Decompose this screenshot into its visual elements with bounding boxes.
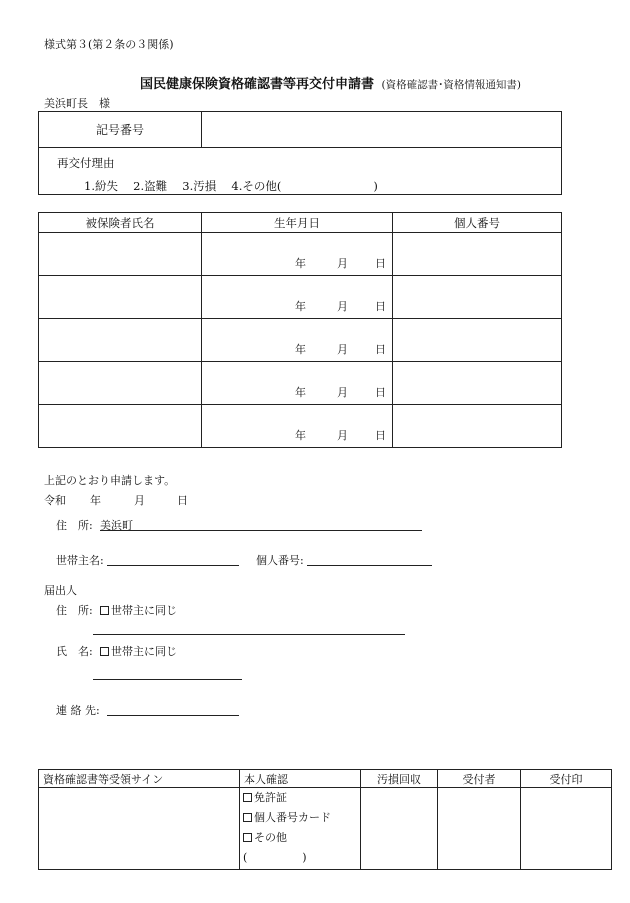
id-option-my-number-card[interactable] <box>243 808 360 828</box>
month-label: 月 <box>337 257 348 270</box>
checkbox-icon[interactable] <box>100 606 109 615</box>
symbol-number-label: 記号番号 <box>39 112 202 148</box>
month-label: 月 <box>337 300 348 313</box>
header-reception-stamp: 受付印 <box>521 770 612 788</box>
birth-date-cell[interactable] <box>202 362 393 405</box>
day-label: 日 <box>375 343 386 356</box>
same-as-householder-label: 世帯主に同じ <box>111 604 177 617</box>
birth-date-cell[interactable] <box>202 233 393 276</box>
householder-name-line[interactable] <box>107 565 239 566</box>
year-label: 年 <box>295 300 306 313</box>
year-label: 年 <box>90 494 101 507</box>
checkbox-icon[interactable] <box>243 833 252 842</box>
checkbox-icon[interactable] <box>100 647 109 656</box>
header-identity-check: 本人確認 <box>240 770 361 788</box>
reception-table <box>38 769 612 870</box>
year-label: 年 <box>295 257 306 270</box>
header-receipt-sign: 資格確認書等受領サイン <box>39 770 240 788</box>
day-label: 日 <box>375 429 386 442</box>
form-number: 様式第３(第２条の３関係) <box>44 38 174 51</box>
header-birth-date: 生年月日 <box>202 213 393 233</box>
notifier-name-line[interactable] <box>93 679 242 680</box>
header-individual-number: 個人番号 <box>393 213 562 233</box>
id-option-label: その他 <box>254 831 287 844</box>
individual-number-cell[interactable] <box>393 405 562 448</box>
insured-name-cell[interactable] <box>39 405 202 448</box>
same-as-householder-label: 世帯主に同じ <box>111 645 177 658</box>
header-insured-name: 被保険者氏名 <box>39 213 202 233</box>
householder-name-label: 世帯主名: <box>56 554 104 567</box>
insured-name-cell[interactable] <box>39 319 202 362</box>
notifier-label: 届出人 <box>44 584 77 597</box>
id-option-label: 個人番号カード <box>254 811 331 824</box>
month-label: 月 <box>134 494 145 507</box>
householder-number-line[interactable] <box>307 565 432 566</box>
year-label: 年 <box>295 343 306 356</box>
reissue-info-box <box>38 111 562 195</box>
id-option-other[interactable] <box>243 828 360 848</box>
day-label: 日 <box>375 300 386 313</box>
title-sub: (資格確認書･資格情報通知書) <box>381 79 521 91</box>
era-label: 令和 <box>44 494 66 507</box>
day-label: 日 <box>375 386 386 399</box>
birth-date-cell[interactable] <box>202 276 393 319</box>
table-row <box>39 319 562 362</box>
header-receiver: 受付者 <box>438 770 521 788</box>
reception-stamp-cell[interactable] <box>521 788 612 870</box>
day-label: 日 <box>177 494 188 507</box>
header-damaged-collection: 汚損回収 <box>361 770 438 788</box>
id-option-other-detail[interactable]: ( ) <box>243 851 307 864</box>
insured-name-cell[interactable] <box>39 276 202 319</box>
declaration-text: 上記のとおり申請します。 <box>44 474 176 487</box>
individual-number-cell[interactable] <box>393 233 562 276</box>
notifier-name-same-checkbox[interactable] <box>100 643 177 659</box>
damaged-collection-cell[interactable] <box>361 788 438 870</box>
month-label: 月 <box>337 429 348 442</box>
individual-number-cell[interactable] <box>393 319 562 362</box>
title-main: 国民健康保険資格確認書等再交付申請書 <box>140 77 375 92</box>
month-label: 月 <box>337 343 348 356</box>
receipt-sign-cell[interactable] <box>39 788 240 870</box>
table-row <box>39 362 562 405</box>
birth-date-cell[interactable] <box>202 405 393 448</box>
notifier-address-line[interactable] <box>93 634 405 635</box>
householder-number-label: 個人番号: <box>256 554 304 567</box>
application-date <box>44 492 188 508</box>
addressee: 美浜町長 様 <box>44 97 110 110</box>
individual-number-cell[interactable] <box>393 362 562 405</box>
notifier-address-label: 住 所: <box>56 604 93 617</box>
symbol-number-field[interactable] <box>202 112 562 148</box>
table-row <box>39 405 562 448</box>
reissue-reason-options[interactable]: 1.紛失 2.盗難 3.汚損 4.その他( ) <box>84 179 378 193</box>
checkbox-icon[interactable] <box>243 793 252 802</box>
insured-name-cell[interactable] <box>39 233 202 276</box>
month-label: 月 <box>337 386 348 399</box>
address-line[interactable] <box>100 530 422 531</box>
page-title <box>140 73 521 92</box>
address-label: 住 所: <box>56 519 93 532</box>
reissue-reason-label: 再交付理由 <box>57 156 115 170</box>
checkbox-icon[interactable] <box>243 813 252 822</box>
address-value: 美浜町 <box>100 519 133 532</box>
notifier-address-same-checkbox[interactable] <box>100 602 177 618</box>
table-row <box>39 233 562 276</box>
contact-line[interactable] <box>107 715 239 716</box>
id-option-license[interactable] <box>243 788 360 808</box>
table-row <box>39 276 562 319</box>
receiver-cell[interactable] <box>438 788 521 870</box>
insured-name-cell[interactable] <box>39 362 202 405</box>
insured-persons-table <box>38 212 562 448</box>
reissue-reason-cell <box>39 148 562 195</box>
id-option-label: 免許証 <box>254 791 287 804</box>
birth-date-cell[interactable] <box>202 319 393 362</box>
contact-label: 連 絡 先: <box>56 704 100 717</box>
notifier-name-label: 氏 名: <box>56 645 93 658</box>
identity-check-cell <box>240 788 361 870</box>
year-label: 年 <box>295 386 306 399</box>
day-label: 日 <box>375 257 386 270</box>
individual-number-cell[interactable] <box>393 276 562 319</box>
year-label: 年 <box>295 429 306 442</box>
